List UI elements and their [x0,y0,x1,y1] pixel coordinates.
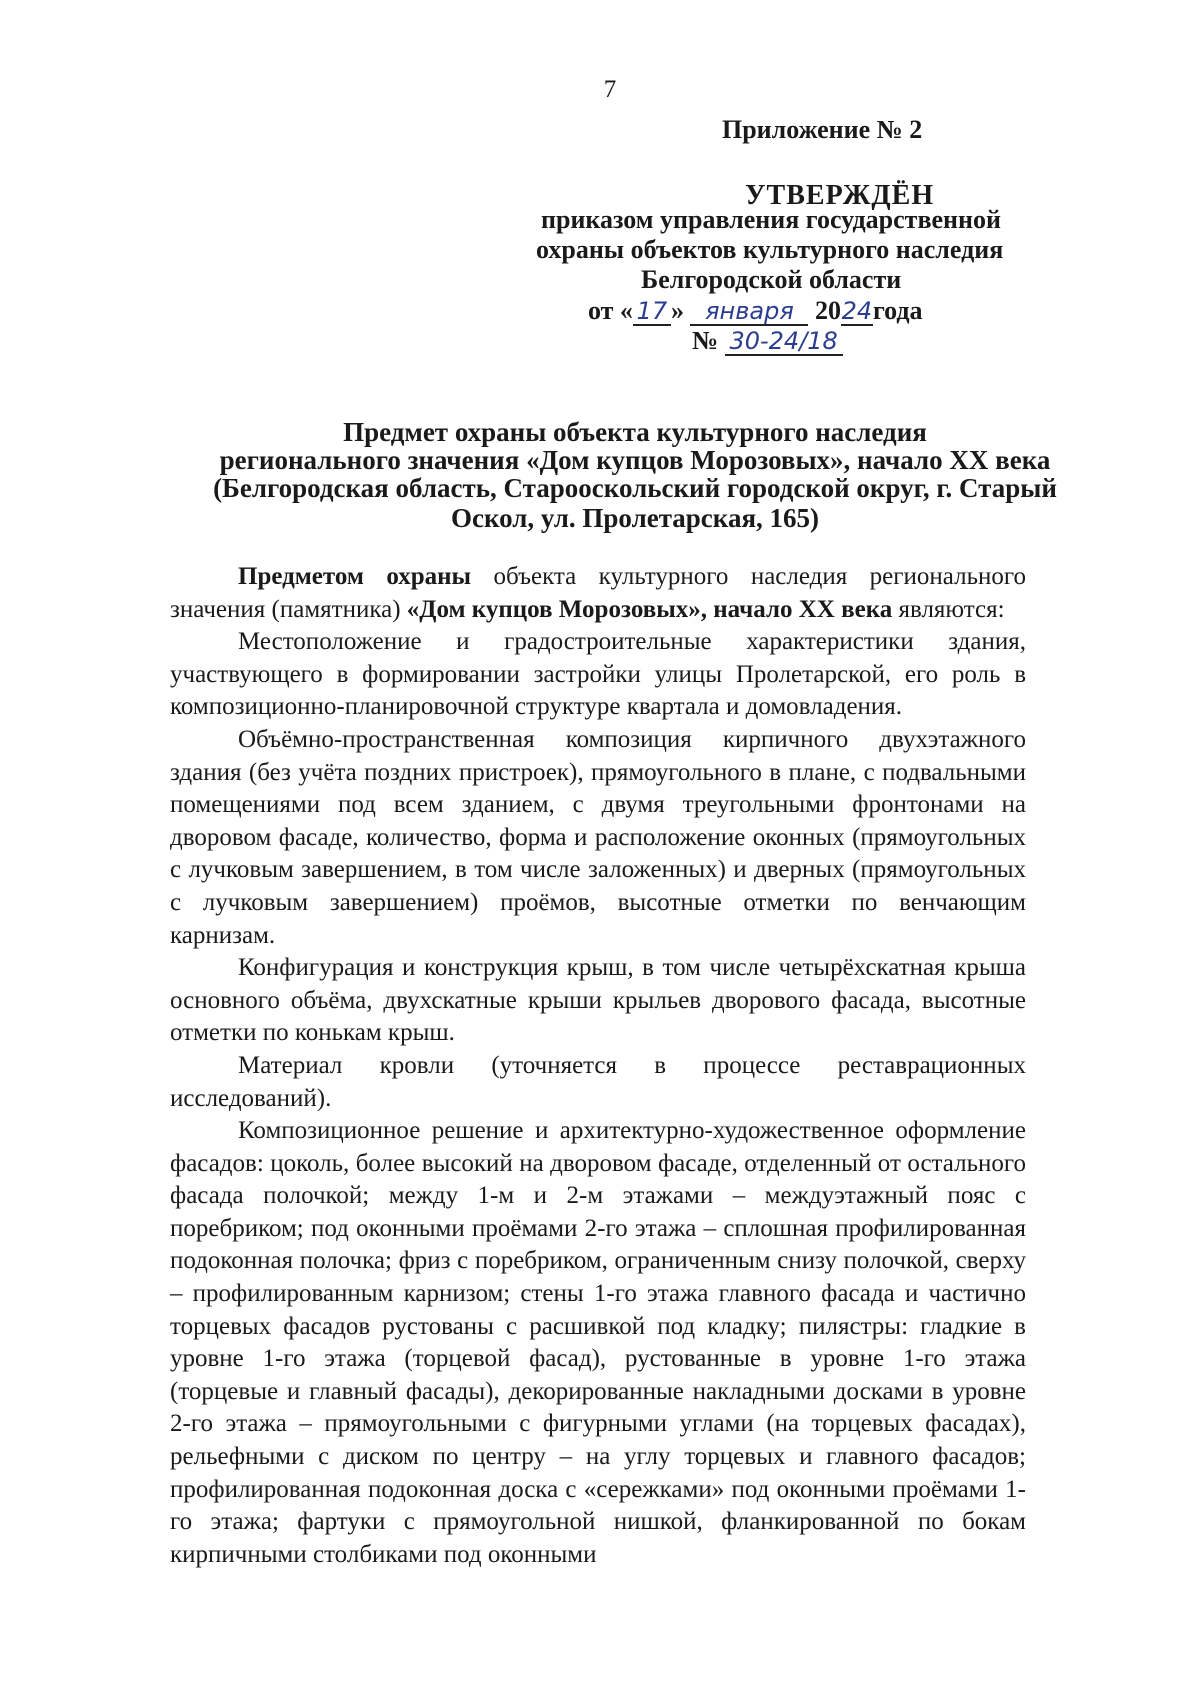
heading-line-4: Оскол, ул. Пролетарская, 165) [450,503,820,533]
paragraph-location: Местоположение и градостроительные характеристики здания, участвующего в формировании застройки улицы Пролетарской, его роль в композиционно-планировочной структуре квартала и домовладения. [170,628,1026,721]
approved-title: УТВЕРЖДЁН [745,180,935,211]
date-year-prefix: 20 [814,296,841,325]
paragraph-composition: Объёмно-пространственная композиция кирпичного двухэтажного здания (без учёта поздних пристроек), прямоугольного в плане, с подвальными помещениями под всем зданием, с двумя треугольными фронтонами на дворовом фасаде, количество, форма и расположение оконных (прямоугольных с лучковым завершением, в том числе заложенных) и дверных (прямоугольных с лучковым завершением) проёмов, высотные отметки по венчающим карнизам. [170,725,1026,949]
order-number-handwritten: 30-24/18 [725,328,843,356]
body-text [170,561,1026,1571]
heading-line-1: Предмет охраны объекта культурного наследия [343,417,927,447]
paragraph-roofs: Конфигурация и конструкция крыш, в том числе четырёхскатная крыша основного объёма, двухскатные крыши крыльев дворового фасада, высотные отметки по конькам крыш. [170,954,1026,1047]
heading-line-2: регионального значения «Дом купцов Морозовых», начало XX века [219,445,1051,475]
paragraph-roof-material: Материал кровли (уточняется в процессе реставрационных исследований). [170,1051,1026,1112]
date-year-handwritten: 24 [841,297,873,325]
approval-number-line [692,326,843,356]
date-suffix: года [872,296,923,325]
date-prefix: от « [588,296,633,325]
appendix-label: Приложение № 2 [722,115,923,144]
approval-line-2: охраны объектов культурного наследия [536,235,1004,264]
approval-line-3: Белгородской области [641,265,902,294]
paragraph-subject [170,561,1026,626]
page-number: 7 [603,76,617,103]
subject-bold-name: «Дом купцов Морозовых», начало XX века [406,595,893,623]
subject-end: являются: [892,595,1005,623]
date-month-handwritten: января [690,298,808,326]
paragraph-facades: Композиционное решение и архитектурно-художественное оформление фасадов: цоколь, более высокий на дворовом фасаде, отделенный от остального фасада полочкой; между 1-м и 2-м этажами – междуэтажный пояс с поребриком; под оконными проёмами 2-го этажа – сплошная профилированная подоконная полочка; фриз с поребриком, ограниченным снизу полочкой, сверху – профилированным карнизом; стены 1-го этажа главного фасада и частично торцевых фасадов рустованы с расшивкой под кладку; пилястры: гладкие в уровне 1-го этажа (торцевой фасад), рустованные в уровне 1-го этажа (торцевые и главный фасады), декорированные накладными досками в уровне 2-го этажа – прямоугольными с фигурными углами (на торцевых фасадах), рельефными с диском по центру – на углу торцевых и главного фасадов; профилированная подоконная доска с «сережками» под оконными проёмами 1-го этажа; фартуки с прямоугольной нишкой, фланкированной по бокам кирпичными столбиками под оконными [170,1117,1026,1568]
heading-line-3: (Белгородская область, Старооскольский городской округ, г. Старый [213,473,1057,503]
date-day-handwritten: 17 [633,298,671,326]
approval-date-line [588,296,923,326]
date-mid: » [670,296,684,325]
subject-bold-start: Предметом охраны [238,563,472,590]
number-prefix: № [692,326,719,355]
subject-mid: объекта культурного наследия регионального значения (памятника) [170,563,1026,623]
approval-line-1: приказом управления государственной [541,205,1001,234]
